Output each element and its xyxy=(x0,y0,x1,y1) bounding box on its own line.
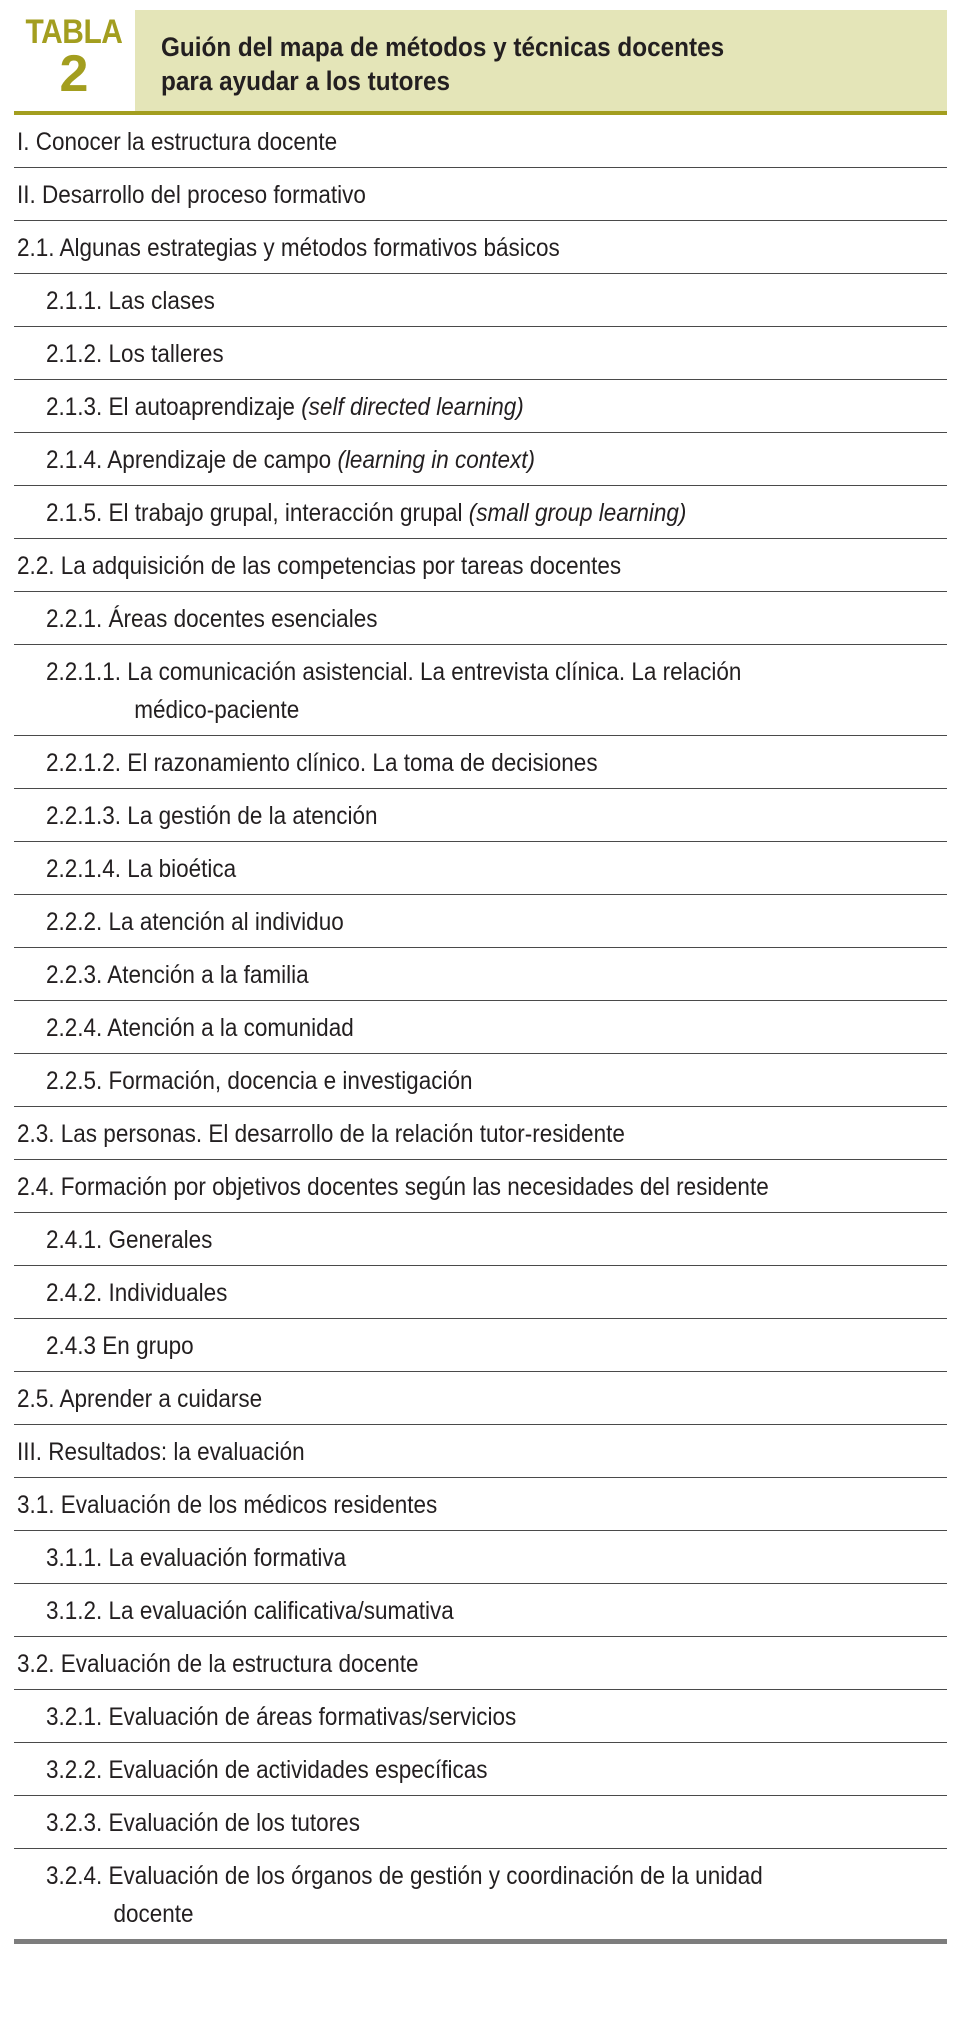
row-text: 2.3. Las personas. El desarrollo de la relación tutor-residente xyxy=(17,1120,625,1148)
row-text: 2.1. Algunas estrategias y métodos formativos básicos xyxy=(17,234,560,262)
row-text-continuation: docente xyxy=(113,1900,194,1928)
row-text-italic: (small group learning) xyxy=(468,499,687,527)
row-text: 2.2.1.2. El razonamiento clínico. La toma de decisiones xyxy=(46,749,598,777)
table-row xyxy=(14,433,947,486)
row-text: 2.2.1.4. La bioética xyxy=(46,855,237,883)
row-text: 2.2.1.3. La gestión de la atención xyxy=(46,802,378,830)
table-row xyxy=(14,1107,947,1160)
row-text: 2.1.2. Los talleres xyxy=(46,340,224,368)
row-text: 3.1. Evaluación de los médicos residentes xyxy=(17,1491,438,1519)
table-row xyxy=(14,1690,947,1743)
table-row xyxy=(14,1372,947,1425)
table-rows xyxy=(14,115,947,1939)
row-text: 3.2.2. Evaluación de actividades específicas xyxy=(46,1756,488,1784)
table-row xyxy=(14,380,947,433)
row-text: 2.2. La adquisición de las competencias por tareas docentes xyxy=(17,552,622,580)
row-text: 2.2.1. Áreas docentes esenciales xyxy=(46,605,378,633)
table-row xyxy=(14,1425,947,1478)
table-row xyxy=(14,1796,947,1849)
row-text-main: 2.1.5. El trabajo grupal, interacción grupal xyxy=(46,499,469,527)
table-row xyxy=(14,592,947,645)
row-text xyxy=(46,494,686,532)
table-row xyxy=(14,1160,947,1213)
table-row xyxy=(14,1319,947,1372)
table-tag-word: TABLA xyxy=(25,13,123,51)
row-text-italic: (learning in context) xyxy=(337,446,536,474)
table-row xyxy=(14,1531,947,1584)
table-row xyxy=(14,1637,947,1690)
row-text xyxy=(46,1857,763,1933)
row-text: 3.2.1. Evaluación de áreas formativas/servicios xyxy=(46,1703,517,1731)
table-row xyxy=(14,789,947,842)
row-text: 2.1.1. Las clases xyxy=(46,287,215,315)
row-text: 2.4.2. Individuales xyxy=(46,1279,228,1307)
table-row xyxy=(14,168,947,221)
row-text-main: 3.2.4. Evaluación de los órganos de gestión y coordinación de la unidad xyxy=(46,1862,763,1890)
table-row xyxy=(14,221,947,274)
title-box xyxy=(135,10,947,111)
row-text: 3.2.3. Evaluación de los tutores xyxy=(46,1809,360,1837)
row-text: II. Desarrollo del proceso formativo xyxy=(17,181,366,209)
table-row xyxy=(14,274,947,327)
row-text: 3.2. Evaluación de la estructura docente xyxy=(17,1650,419,1678)
row-text: 2.2.4. Atención a la comunidad xyxy=(46,1014,354,1042)
table-row xyxy=(14,1584,947,1637)
row-text xyxy=(46,441,535,479)
table-row xyxy=(14,115,947,168)
table-row xyxy=(14,842,947,895)
row-text: I. Conocer la estructura docente xyxy=(17,128,338,156)
footer-rule xyxy=(14,1939,947,1944)
row-text-main: 2.2.1.1. La comunicación asistencial. La entrevista clínica. La relación xyxy=(46,658,742,686)
row-text xyxy=(46,388,524,426)
row-text: 2.2.2. La atención al individuo xyxy=(46,908,344,936)
row-text: 2.4.1. Generales xyxy=(46,1226,213,1254)
row-text: 3.1.2. La evaluación calificativa/sumativa xyxy=(46,1597,454,1625)
table-row xyxy=(14,327,947,380)
table-row xyxy=(14,895,947,948)
table-row xyxy=(14,1266,947,1319)
table-tag xyxy=(14,10,134,111)
row-text: 2.2.5. Formación, docencia e investigación xyxy=(46,1067,473,1095)
table-row xyxy=(14,1478,947,1531)
table-row xyxy=(14,1743,947,1796)
table-row xyxy=(14,1849,947,1939)
table-row xyxy=(14,539,947,592)
row-text: 2.4. Formación por objetivos docentes según las necesidades del residente xyxy=(17,1173,769,1201)
table-row xyxy=(14,1213,947,1266)
table-row xyxy=(14,948,947,1001)
table-row xyxy=(14,1054,947,1107)
table-tag-number: 2 xyxy=(59,45,89,103)
row-text xyxy=(46,653,741,729)
row-text-italic: (self directed learning) xyxy=(301,393,524,421)
table-title xyxy=(161,30,724,98)
row-text: 2.5. Aprender a cuidarse xyxy=(17,1385,263,1413)
row-text: 2.2.3. Atención a la familia xyxy=(46,961,309,989)
table-row xyxy=(14,645,947,736)
table-header xyxy=(14,10,947,111)
row-text-main: 2.1.3. El autoaprendizaje xyxy=(46,393,302,421)
table-row xyxy=(14,1001,947,1054)
row-text: III. Resultados: la evaluación xyxy=(17,1438,305,1466)
table-title-line-1: Guión del mapa de métodos y técnicas docentes xyxy=(161,32,725,62)
table-container xyxy=(14,10,947,1944)
row-text-main: 2.1.4. Aprendizaje de campo xyxy=(46,446,338,474)
table-row xyxy=(14,486,947,539)
row-text-continuation: médico-paciente xyxy=(134,696,300,724)
table-title-line-2: para ayudar a los tutores xyxy=(161,66,451,96)
row-text: 2.4.3 En grupo xyxy=(46,1332,194,1360)
row-text: 3.1.1. La evaluación formativa xyxy=(46,1544,347,1572)
table-row xyxy=(14,736,947,789)
